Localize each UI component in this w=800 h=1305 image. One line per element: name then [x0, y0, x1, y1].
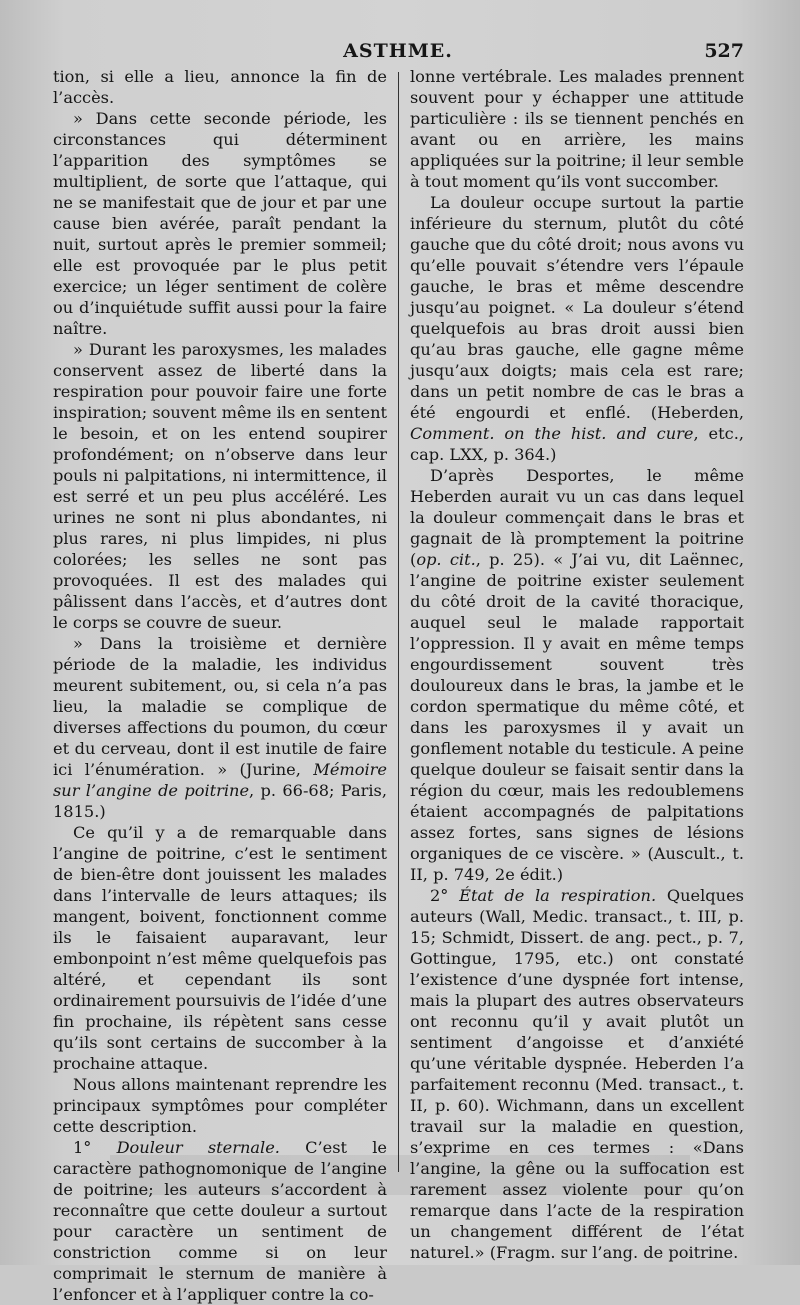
paragraph: tion, si elle a lieu, annonce la fin de l’accès.: [53, 67, 387, 107]
right-column: [410, 66, 744, 1263]
page-number: 527: [704, 40, 744, 62]
paragraph: » Durant les paroxysmes, les malades conservent assez de liberté dans la respiration pour pouvoir faire une forte inspiration; souvent même ils en sentent le besoin, et on les entend soupirer profondément; on n’observe dans leur pouls ni palpitations, ni intermittence, il est serré et un peu plus accéléré. Les urines ne sont ni plus abondantes, ni plus rares, ni plus limpides, ni plus colorées; les selles ne sont pas provoquées. Il est des malades qui pâlissent dans l’accès, et d’autres dont le corps se couvre de sueur.: [53, 340, 387, 632]
running-head: ASTHME.: [343, 40, 453, 62]
paragraph: Ce qu’il y a de remarquable dans l’angine de poitrine, c’est le sentiment de bien-être dont jouissent les malades dans l’intervalle de leurs attaques; ils mangent, boivent, fonctionnent comme ils le faisaient auparavant, leur embonpoint n’est même quelquefois pas altéré, et cependant ils sont ordinairement poursuivis de l’idée d’une fin prochaine, ils répètent sans cesse qu’ils sont certains de succomber à la prochaine attaque.: [53, 823, 387, 1073]
column-divider: [398, 72, 399, 1172]
left-column: [53, 66, 387, 1305]
paragraph: 1° Douleur sternale. C’est le caractère pathognomonique de l’angine de poitrine; les auteurs s’accordent à reconnaître que cette douleur a surtout pour caractère un sentiment de constriction comme si on leur comprimait le sternum de manière à l’enfoncer et à l’appliquer contre la co-: [53, 1138, 387, 1304]
paragraph: » Dans cette seconde période, les circonstances qui déterminent l’apparition des symptômes se multiplient, de sorte que l’attaque, qui ne se manifestait que de jour et par une cause bien avérée, paraît pendant la nuit, surtout après le premier sommeil; elle est provoquée par le plus petit exercice; un léger sentiment de colère ou d’inquiétude suffit aussi pour la faire naître.: [53, 109, 387, 338]
bleed-through-shadow: [110, 1155, 690, 1195]
paragraph: La douleur occupe surtout la partie inférieure du sternum, plutôt du côté gauche que du côté droit; nous avons vu qu’elle pouvait s’étendre vers l’épaule gauche, le bras et même descendre jusqu’au poignet. « La douleur s’étend quelquefois au bras droit aussi bien qu’au bras gauche, elle gagne même jusqu’aux doigts; mais cela est rare; dans un petit nombre de cas le bras a été engourdi et enflé. (Heberden, Comment. on the hist. and cure, etc., cap. LXX, p. 364.): [410, 193, 744, 464]
paragraph: lonne vertébrale. Les malades prennent souvent pour y échapper une attitude particulière : ils se tiennent penchés en avant ou en arrière, les mains appliquées sur la poitrine; il leur semble à tout moment qu’ils vont succomber.: [410, 67, 744, 191]
paragraph: 2° État de la respiration. Quelques auteurs (Wall, Medic. transact., t. III, p. 15; Schmidt, Dissert. de ang. pect., p. 7, Gottingue, 1795, etc.) ont constaté l’existence d’une dyspnée fort intense, mais la plupart des autres observateurs ont reconnu qu’il y avait plutôt un sentiment d’angoisse et d’anxiété qu’une véritable dyspnée. Heberden l’a parfaitement reconnu (Med. transact., t. II, p. 60). Wichmann, dans un excellent travail sur la maladie en question, s’exprime en ces termes : «Dans l’angine, la gêne ou la suffocation est rarement assez violente pour qu’on remarque dans l’acte de la respiration un changement différent de l’état naturel.» (Fragm. sur l’ang. de poitrine.: [410, 886, 744, 1262]
paragraph: D’après Desportes, le même Heberden aurait vu un cas dans lequel la douleur commençait dans le bras et gagnait de là promptement la poitrine (op. cit., p. 25). « J’ai vu, dit Laënnec, l’angine de poitrine exister seulement du côté droit de la cavité thoracique, auquel seul le malade rapportait l’oppression. Il y avait en même temps engourdissement souvent très douloureux dans le bras, la jambe et le cordon spermatique du même côté, et dans les paroxysmes il y avait un gonflement notable du testicule. A peine quelque douleur se faisait sentir dans la région du cœur, mais les redoublemens étaient accompagnés de palpitations assez fortes, sans signes de lésions organiques de ce viscère. » (Auscult., t. II, p. 749, 2e édit.): [410, 466, 744, 884]
paragraph: Nous allons maintenant reprendre les principaux symptômes pour compléter cette description.: [53, 1075, 387, 1136]
paragraph: » Dans la troisième et dernière période de la maladie, les individus meurent subitement, ou, si cela n’a pas lieu, la maladie se complique de diverses affections du poumon, du cœur et du cerveau, dont il est inutile de faire ici l’énumération. » (Jurine, Mémoire sur l’angine de poitrine, p. 66-68; Paris, 1815.): [53, 634, 387, 821]
